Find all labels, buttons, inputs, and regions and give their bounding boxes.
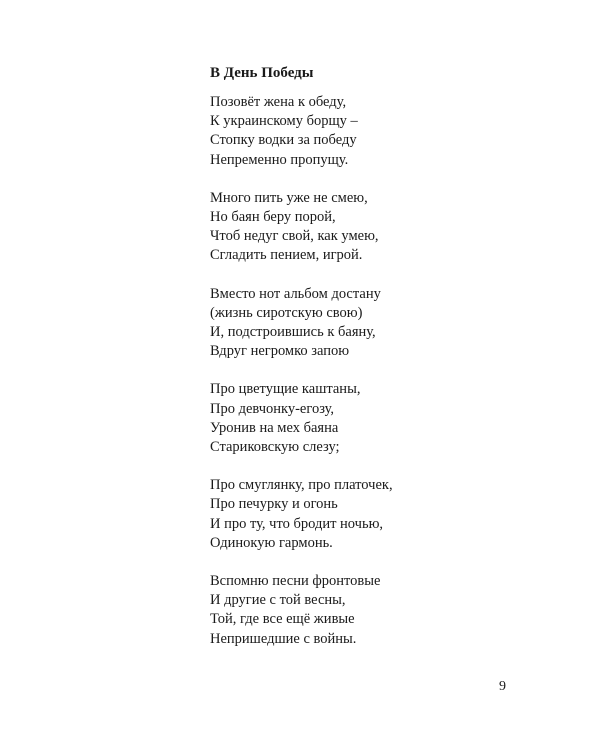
poem-line: Той, где все ещё живые [210, 611, 355, 628]
poem-line: Про смуглянку, про платочек, [210, 477, 393, 494]
poem-line: И другие с той весны, [210, 592, 346, 609]
poem-line: Вдруг негромко запою [210, 343, 350, 360]
poem-line: Непременно пропущу. [210, 151, 349, 168]
poem-line: Но баян беру порой, [210, 209, 336, 226]
poem-line: И, подстроившись к баяну, [210, 324, 376, 341]
poem-line: И про ту, что бродит ночью, [210, 515, 384, 532]
poem-title: В День Победы [210, 65, 314, 81]
poem-line: К украинскому борщу – [210, 113, 358, 130]
poem [210, 63, 550, 668]
page-number: 9 [499, 679, 506, 694]
poem-line: Много пить уже не смею, [210, 189, 368, 206]
poem-line: Вспомню песни фронтовые [210, 573, 381, 590]
stanza-1 [210, 93, 550, 170]
stanza-5 [210, 476, 550, 553]
stanza-2 [210, 189, 550, 266]
poem-line: Про девчонку-егозу, [210, 400, 335, 417]
poem-line: Вместо нот альбом достану [210, 285, 381, 302]
poem-line: Уронив на мех баяна [210, 419, 339, 436]
stanza-6 [210, 572, 550, 649]
stanza-3 [210, 285, 550, 362]
poem-line: Сгладить пением, игрой. [210, 247, 363, 264]
stanza-4 [210, 380, 550, 457]
poem-line: Про печурку и огонь [210, 496, 338, 513]
poem-line: Чтоб недуг свой, как умею, [210, 228, 379, 245]
poem-line: (жизнь сиротскую свою) [210, 304, 363, 321]
poem-line: Стариковскую слезу; [210, 439, 340, 456]
poem-line: Непришедшие с войны. [210, 630, 357, 647]
poem-line: Стопку водки за победу [210, 132, 357, 149]
poem-line: Про цветущие каштаны, [210, 381, 361, 398]
poem-line: Одинокую гармонь. [210, 534, 333, 551]
poem-line: Позовёт жена к обеду, [210, 94, 347, 110]
